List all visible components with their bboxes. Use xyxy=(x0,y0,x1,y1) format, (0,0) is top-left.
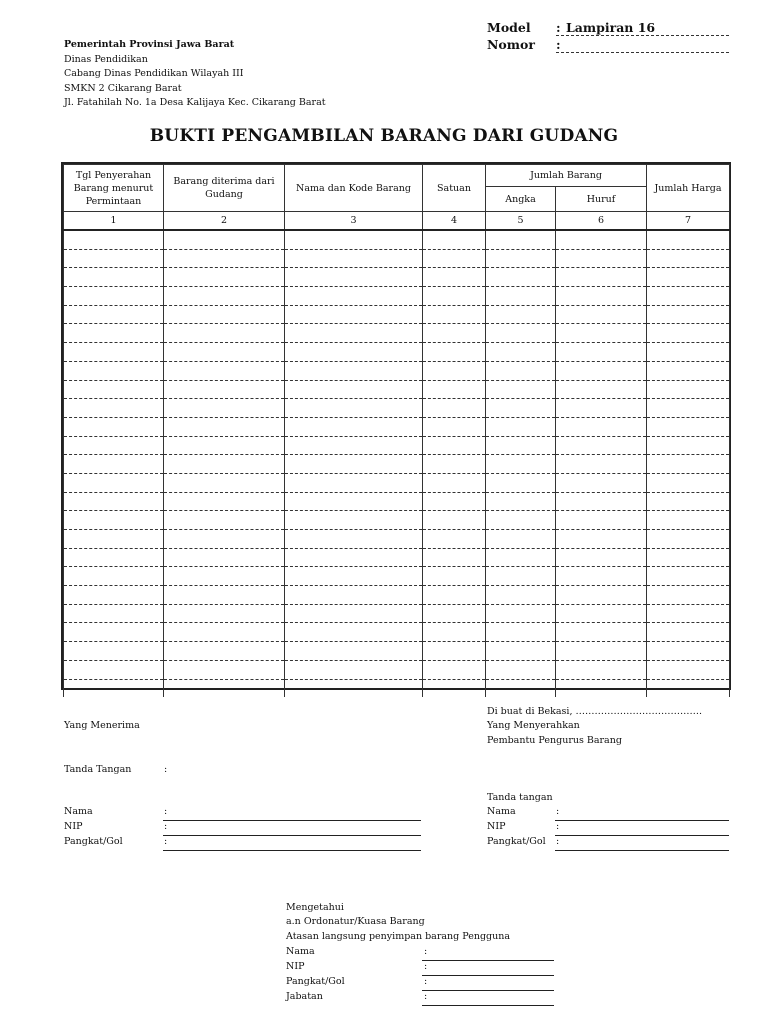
table-cell[interactable] xyxy=(164,399,285,418)
table-cell[interactable] xyxy=(64,642,164,661)
mengetahui-pangkat-colon: : xyxy=(424,976,428,987)
table-cell[interactable] xyxy=(486,530,556,549)
mengetahui-nama-label: Nama xyxy=(286,946,315,957)
table-cell[interactable] xyxy=(556,305,647,324)
table-cell[interactable] xyxy=(64,417,164,436)
table-cell[interactable] xyxy=(64,399,164,418)
tanda-tangan-right-label: Tanda tangan xyxy=(487,792,553,803)
table-cell[interactable] xyxy=(486,324,556,343)
table-cell[interactable] xyxy=(556,511,647,530)
table-cell[interactable] xyxy=(285,324,423,343)
col-number: 6 xyxy=(556,212,647,231)
pangkat-left-label: Pangkat/Gol xyxy=(64,836,123,847)
table-cell[interactable] xyxy=(647,473,730,492)
table-cell[interactable] xyxy=(423,343,486,362)
table-cell[interactable] xyxy=(556,249,647,268)
table-cell[interactable] xyxy=(423,268,486,287)
table-row xyxy=(64,660,730,679)
table-cell[interactable] xyxy=(285,399,423,418)
table-cell[interactable] xyxy=(423,530,486,549)
institution-header xyxy=(64,38,326,111)
table-row xyxy=(64,230,730,249)
nama-left-colon: : xyxy=(164,806,168,817)
table-row xyxy=(64,530,730,549)
table-cell[interactable] xyxy=(647,623,730,642)
table-cell[interactable] xyxy=(285,604,423,623)
table-cell[interactable] xyxy=(647,417,730,436)
header-address: Jl. Fatahilah No. 1a Desa Kalijaya Kec. Cikarang Barat xyxy=(64,97,326,108)
dibuat-di: Di buat di Bekasi, …………………………………. xyxy=(487,706,703,717)
table-cell[interactable] xyxy=(486,642,556,661)
table-cell[interactable] xyxy=(486,343,556,362)
nomor-label: Nomor xyxy=(487,37,535,52)
table-cell[interactable] xyxy=(423,230,486,249)
mengetahui-pangkat-label: Pangkat/Gol xyxy=(286,976,345,987)
nama-left-label: Nama xyxy=(64,806,93,817)
table-cell[interactable] xyxy=(647,249,730,268)
table-cell[interactable] xyxy=(423,305,486,324)
table-cell[interactable] xyxy=(64,660,164,679)
table-cell[interactable] xyxy=(647,399,730,418)
table-cell[interactable] xyxy=(285,287,423,306)
nama-right-line[interactable] xyxy=(555,820,729,821)
col-number: 3 xyxy=(285,212,423,231)
nomor-field xyxy=(487,37,729,53)
table-cell[interactable] xyxy=(164,473,285,492)
table-cell[interactable] xyxy=(423,436,486,455)
table-cell[interactable] xyxy=(164,642,285,661)
goods-table xyxy=(61,162,731,690)
table-cell[interactable] xyxy=(423,511,486,530)
table-row xyxy=(64,268,730,287)
mengetahui-label: Mengetahui xyxy=(286,902,344,913)
table-cell[interactable] xyxy=(556,268,647,287)
table-cell[interactable] xyxy=(285,305,423,324)
table-cell[interactable] xyxy=(164,287,285,306)
model-value: Lampiran 16 xyxy=(566,20,656,35)
table-cell[interactable] xyxy=(64,679,164,697)
table-row xyxy=(64,567,730,586)
table-cell[interactable] xyxy=(486,287,556,306)
table-cell[interactable] xyxy=(486,548,556,567)
table-cell[interactable] xyxy=(486,604,556,623)
mengetahui-nama-line[interactable] xyxy=(422,960,554,961)
tanda-tangan-left-label: Tanda Tangan xyxy=(64,764,132,775)
nip-left-colon: : xyxy=(164,821,168,832)
table-cell[interactable] xyxy=(647,604,730,623)
table-cell[interactable] xyxy=(423,287,486,306)
table-row xyxy=(64,417,730,436)
table-row xyxy=(64,287,730,306)
col-header-nama-kode: Nama dan Kode Barang xyxy=(285,165,423,212)
table-cell[interactable] xyxy=(647,660,730,679)
table-cell[interactable] xyxy=(556,660,647,679)
table-cell[interactable] xyxy=(486,230,556,249)
table-cell[interactable] xyxy=(285,361,423,380)
table-cell[interactable] xyxy=(486,586,556,605)
table-cell[interactable] xyxy=(486,268,556,287)
table-cell[interactable] xyxy=(164,268,285,287)
model-field xyxy=(487,20,729,36)
table-cell[interactable] xyxy=(64,548,164,567)
table-cell[interactable] xyxy=(285,268,423,287)
table-cell[interactable] xyxy=(556,361,647,380)
header-school: SMKN 2 Cikarang Barat xyxy=(64,82,182,94)
table-cell[interactable] xyxy=(164,455,285,474)
nomor-dotted-line xyxy=(556,52,729,53)
pangkat-right-colon: : xyxy=(556,836,560,847)
table-row xyxy=(64,399,730,418)
table-cell[interactable] xyxy=(423,604,486,623)
mengetahui-nip-label: NIP xyxy=(286,961,305,972)
table-cell[interactable] xyxy=(64,511,164,530)
table-cell[interactable] xyxy=(64,604,164,623)
model-label: Model xyxy=(487,20,531,35)
table-cell[interactable] xyxy=(164,436,285,455)
table-cell[interactable] xyxy=(423,249,486,268)
table-cell[interactable] xyxy=(423,361,486,380)
table-cell[interactable] xyxy=(486,361,556,380)
col-number: 7 xyxy=(647,212,730,231)
table-cell[interactable] xyxy=(556,473,647,492)
table-cell[interactable] xyxy=(423,473,486,492)
col-number: 2 xyxy=(164,212,285,231)
mengetahui-jabatan-colon: : xyxy=(424,991,428,1002)
table-cell[interactable] xyxy=(285,473,423,492)
table-row xyxy=(64,604,730,623)
table-cell[interactable] xyxy=(647,679,730,697)
table-cell[interactable] xyxy=(486,417,556,436)
nama-right-label: Nama xyxy=(487,806,516,817)
nip-right-colon: : xyxy=(556,821,560,832)
mengetahui-nama-colon: : xyxy=(424,946,428,957)
table-cell[interactable] xyxy=(64,287,164,306)
table-cell[interactable] xyxy=(64,492,164,511)
table-cell[interactable] xyxy=(164,660,285,679)
col-header-huruf: Huruf xyxy=(556,187,647,212)
table-cell[interactable] xyxy=(285,436,423,455)
col-header-tgl: Tgl Penyerahan Barang menurut Permintaan xyxy=(64,165,164,212)
table-cell[interactable] xyxy=(164,417,285,436)
table-cell[interactable] xyxy=(164,305,285,324)
col-header-jumlah-harga: Jumlah Harga xyxy=(647,165,730,212)
pangkat-left-colon: : xyxy=(164,836,168,847)
nomor-colon: : xyxy=(556,37,561,52)
table-cell[interactable] xyxy=(647,492,730,511)
table-cell[interactable] xyxy=(647,287,730,306)
table-cell[interactable] xyxy=(647,230,730,249)
col-number: 1 xyxy=(64,212,164,231)
table-row xyxy=(64,455,730,474)
table-cell[interactable] xyxy=(486,660,556,679)
table-cell[interactable] xyxy=(285,530,423,549)
table-cell[interactable] xyxy=(164,380,285,399)
table-cell[interactable] xyxy=(647,586,730,605)
table-cell[interactable] xyxy=(285,679,423,697)
table-cell[interactable] xyxy=(486,567,556,586)
table-cell[interactable] xyxy=(423,492,486,511)
table-cell[interactable] xyxy=(556,417,647,436)
table-cell[interactable] xyxy=(486,623,556,642)
table-cell[interactable] xyxy=(64,455,164,474)
table-cell[interactable] xyxy=(647,361,730,380)
table-cell[interactable] xyxy=(64,436,164,455)
document-title: BUKTI PENGAMBILAN BARANG DARI GUDANG xyxy=(149,126,619,146)
table-cell[interactable] xyxy=(647,380,730,399)
table-cell[interactable] xyxy=(556,604,647,623)
table-cell[interactable] xyxy=(285,343,423,362)
table-cell[interactable] xyxy=(486,399,556,418)
table-cell[interactable] xyxy=(423,380,486,399)
table-cell[interactable] xyxy=(556,567,647,586)
table-cell[interactable] xyxy=(285,548,423,567)
table-row xyxy=(64,305,730,324)
table-cell[interactable] xyxy=(486,455,556,474)
mengetahui-nip-colon: : xyxy=(424,961,428,972)
table-row xyxy=(64,473,730,492)
model-colon: : xyxy=(556,20,561,35)
col-header-jumlah-barang: Jumlah Barang xyxy=(486,165,647,187)
table-row xyxy=(64,586,730,605)
header-agency: Dinas Pendidikan xyxy=(64,53,148,65)
table-cell[interactable] xyxy=(423,399,486,418)
table-cell[interactable] xyxy=(64,530,164,549)
table-row xyxy=(64,249,730,268)
table-cell[interactable] xyxy=(285,492,423,511)
table-cell[interactable] xyxy=(285,642,423,661)
mengetahui-nip-line[interactable] xyxy=(422,975,554,976)
table-row xyxy=(64,492,730,511)
table-cell[interactable] xyxy=(556,399,647,418)
table-cell[interactable] xyxy=(423,586,486,605)
table-cell[interactable] xyxy=(164,567,285,586)
yang-menerima: Yang Menerima xyxy=(64,720,140,731)
table-cell[interactable] xyxy=(486,380,556,399)
table-cell[interactable] xyxy=(556,455,647,474)
table-cell[interactable] xyxy=(64,324,164,343)
table-cell[interactable] xyxy=(647,567,730,586)
table-cell[interactable] xyxy=(647,511,730,530)
table-cell[interactable] xyxy=(486,473,556,492)
table-cell[interactable] xyxy=(647,324,730,343)
nip-right-label: NIP xyxy=(487,821,506,832)
table-cell[interactable] xyxy=(64,268,164,287)
table-cell[interactable] xyxy=(64,623,164,642)
table-cell[interactable] xyxy=(556,492,647,511)
table-cell[interactable] xyxy=(556,642,647,661)
table-cell[interactable] xyxy=(423,417,486,436)
table-cell[interactable] xyxy=(423,623,486,642)
table-cell[interactable] xyxy=(647,548,730,567)
table-cell[interactable] xyxy=(64,305,164,324)
nip-right-line[interactable] xyxy=(555,835,729,836)
table-cell[interactable] xyxy=(164,249,285,268)
table-cell[interactable] xyxy=(285,249,423,268)
table-cell[interactable] xyxy=(164,511,285,530)
pangkat-right-label: Pangkat/Gol xyxy=(487,836,546,847)
table-cell[interactable] xyxy=(164,623,285,642)
table-row xyxy=(64,436,730,455)
table-cell[interactable] xyxy=(285,586,423,605)
table-cell[interactable] xyxy=(423,455,486,474)
table-cell[interactable] xyxy=(64,249,164,268)
table-cell[interactable] xyxy=(285,455,423,474)
table-cell[interactable] xyxy=(647,268,730,287)
table-cell[interactable] xyxy=(647,455,730,474)
table-cell[interactable] xyxy=(64,567,164,586)
table-row xyxy=(64,679,730,697)
table-cell[interactable] xyxy=(647,436,730,455)
table-row xyxy=(64,511,730,530)
col-header-satuan: Satuan xyxy=(423,165,486,212)
table-cell[interactable] xyxy=(164,324,285,343)
table-cell[interactable] xyxy=(164,361,285,380)
pangkat-left-line[interactable] xyxy=(163,850,421,851)
table-cell[interactable] xyxy=(285,380,423,399)
table-cell[interactable] xyxy=(556,586,647,605)
table-cell[interactable] xyxy=(556,287,647,306)
table-cell[interactable] xyxy=(647,530,730,549)
tanda-tangan-left-colon: : xyxy=(164,764,168,775)
table-cell[interactable] xyxy=(164,586,285,605)
table-cell[interactable] xyxy=(486,511,556,530)
table-cell[interactable] xyxy=(556,343,647,362)
table-cell[interactable] xyxy=(486,249,556,268)
table-cell[interactable] xyxy=(64,473,164,492)
table-cell[interactable] xyxy=(64,230,164,249)
table-cell[interactable] xyxy=(647,642,730,661)
table-cell[interactable] xyxy=(486,436,556,455)
table-cell[interactable] xyxy=(285,567,423,586)
table-cell[interactable] xyxy=(285,511,423,530)
table-cell[interactable] xyxy=(556,324,647,343)
col-number: 5 xyxy=(486,212,556,231)
col-number: 4 xyxy=(423,212,486,231)
table-cell[interactable] xyxy=(423,642,486,661)
header-branch: Cabang Dinas Pendidikan Wilayah III xyxy=(64,68,244,79)
col-header-angka: Angka xyxy=(486,187,556,212)
table-row xyxy=(64,343,730,362)
table-cell[interactable] xyxy=(556,380,647,399)
table-cell[interactable] xyxy=(164,604,285,623)
table-row xyxy=(64,642,730,661)
header-government: Pemerintah Provinsi Jawa Barat xyxy=(64,39,235,50)
table-row xyxy=(64,361,730,380)
table-cell[interactable] xyxy=(556,548,647,567)
atasan-label: Atasan langsung penyimpan barang Pengguna xyxy=(286,931,511,942)
table-cell[interactable] xyxy=(423,567,486,586)
table-cell[interactable] xyxy=(64,343,164,362)
table-cell[interactable] xyxy=(486,305,556,324)
pembantu-pengurus-barang: Pembantu Pengurus Barang xyxy=(487,735,622,746)
table-cell[interactable] xyxy=(423,324,486,343)
mengetahui-pangkat-line[interactable] xyxy=(422,990,554,991)
table-row xyxy=(64,380,730,399)
table-cell[interactable] xyxy=(423,548,486,567)
table-cell[interactable] xyxy=(285,623,423,642)
model-dotted-line xyxy=(556,35,729,36)
table-cell[interactable] xyxy=(164,492,285,511)
table-cell[interactable] xyxy=(647,343,730,362)
mengetahui-jabatan-line[interactable] xyxy=(422,1005,554,1006)
table-cell[interactable] xyxy=(285,230,423,249)
col-header-barang-diterima: Barang diterima dari Gudang xyxy=(164,165,285,212)
table-cell[interactable] xyxy=(556,436,647,455)
goods-grid xyxy=(63,164,730,697)
nip-left-line[interactable] xyxy=(163,835,421,836)
table-row xyxy=(64,548,730,567)
table-cell[interactable] xyxy=(164,548,285,567)
ordonatur-label: a.n Ordonatur/Kuasa Barang xyxy=(286,916,425,927)
table-cell[interactable] xyxy=(556,230,647,249)
table-cell[interactable] xyxy=(164,343,285,362)
table-cell[interactable] xyxy=(285,417,423,436)
table-cell[interactable] xyxy=(164,230,285,249)
table-cell[interactable] xyxy=(423,679,486,697)
nama-right-colon: : xyxy=(556,806,560,817)
table-cell[interactable] xyxy=(556,679,647,697)
table-cell[interactable] xyxy=(285,660,423,679)
table-cell[interactable] xyxy=(556,623,647,642)
table-row xyxy=(64,623,730,642)
table-cell[interactable] xyxy=(64,361,164,380)
table-row xyxy=(64,324,730,343)
table-cell[interactable] xyxy=(64,586,164,605)
yang-menyerahkan: Yang Menyerahkan xyxy=(487,720,580,731)
mengetahui-jabatan-label: Jabatan xyxy=(286,991,323,1002)
table-cell[interactable] xyxy=(164,679,285,697)
table-cell[interactable] xyxy=(556,530,647,549)
table-cell[interactable] xyxy=(647,305,730,324)
table-cell[interactable] xyxy=(486,492,556,511)
table-cell[interactable] xyxy=(64,380,164,399)
table-cell[interactable] xyxy=(423,660,486,679)
table-cell[interactable] xyxy=(486,679,556,697)
table-cell[interactable] xyxy=(164,530,285,549)
nip-left-label: NIP xyxy=(64,821,83,832)
pangkat-right-line[interactable] xyxy=(555,850,729,851)
nama-left-line[interactable] xyxy=(163,820,421,821)
